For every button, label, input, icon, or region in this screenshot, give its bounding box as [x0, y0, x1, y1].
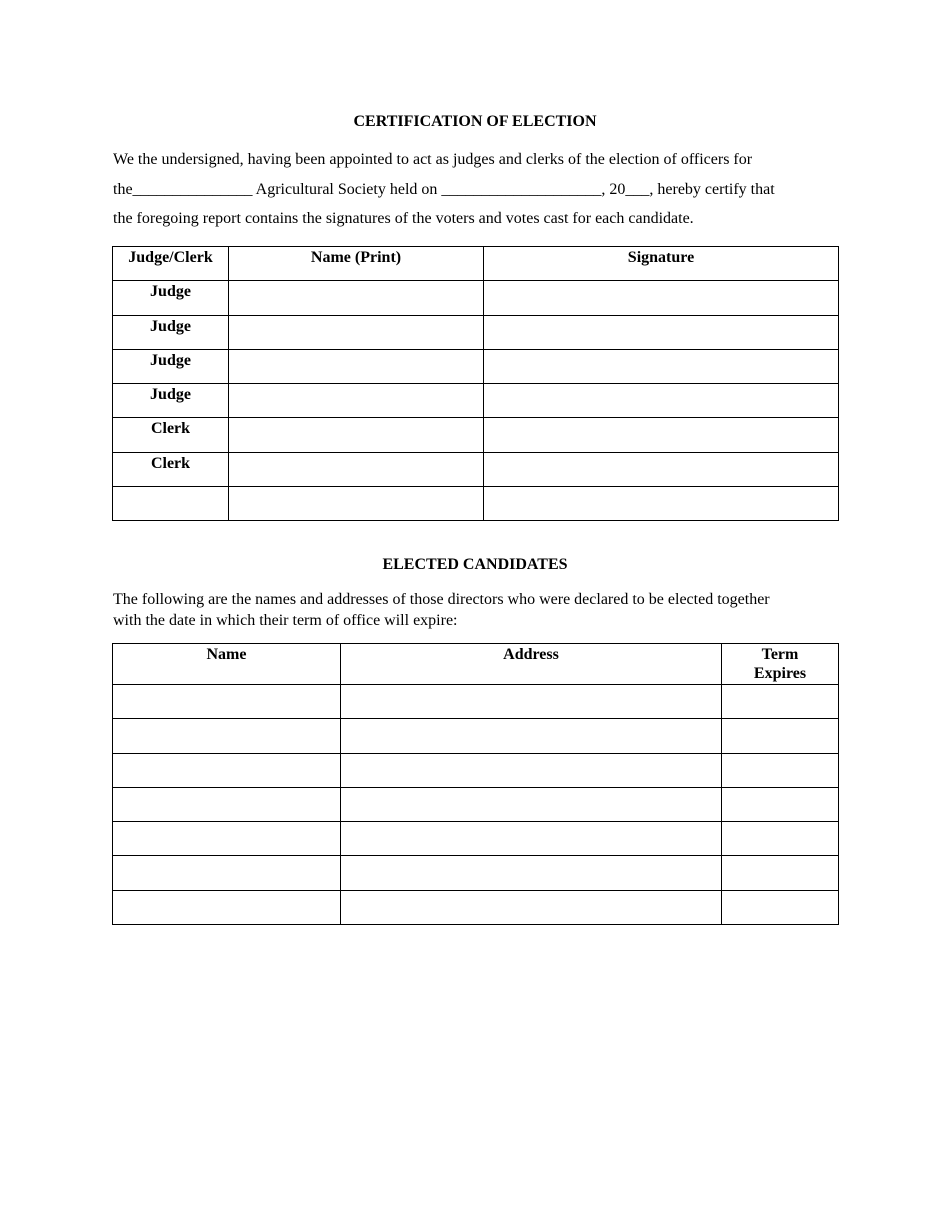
- candidate-name-field[interactable]: [113, 753, 341, 787]
- role-cell: [113, 487, 229, 521]
- signature-field[interactable]: [484, 349, 839, 383]
- term-expires-field[interactable]: [722, 890, 839, 924]
- signature-field[interactable]: [484, 487, 839, 521]
- signature-field[interactable]: [484, 452, 839, 486]
- role-cell: Judge: [113, 281, 229, 315]
- certification-paragraph: [113, 145, 843, 234]
- elected-paragraph-line: The following are the names and addresses of those directors who were declared to be elected together: [113, 591, 770, 608]
- table-header-row: [113, 247, 839, 281]
- column-header-name-print: Name (Print): [229, 247, 484, 281]
- table-row: [113, 822, 839, 856]
- candidate-address-field[interactable]: [341, 719, 722, 753]
- name-print-field[interactable]: [229, 487, 484, 521]
- term-expires-field[interactable]: [722, 822, 839, 856]
- column-header-term-expires: Term Expires: [722, 644, 839, 685]
- table-row: [113, 890, 839, 924]
- term-expires-field[interactable]: [722, 753, 839, 787]
- candidate-name-field[interactable]: [113, 787, 341, 821]
- column-header-signature: Signature: [484, 247, 839, 281]
- name-print-field[interactable]: [229, 384, 484, 418]
- elected-paragraph-line: with the date in which their term of office will expire:: [113, 612, 458, 629]
- term-expires-field[interactable]: [722, 787, 839, 821]
- candidate-name-field[interactable]: [113, 890, 341, 924]
- signature-field[interactable]: [484, 315, 839, 349]
- table-row: [113, 719, 839, 753]
- role-cell: Clerk: [113, 418, 229, 452]
- candidate-name-field[interactable]: [113, 719, 341, 753]
- candidate-name-field[interactable]: [113, 856, 341, 890]
- column-header-name: Name: [113, 644, 341, 685]
- role-cell: Clerk: [113, 452, 229, 486]
- certification-paragraph-line: the_______________ Agricultural Society held on ____________________, 20___, hereby certify that: [113, 180, 775, 198]
- table-row: [113, 349, 839, 383]
- table-row: [113, 856, 839, 890]
- candidate-name-field[interactable]: [113, 822, 341, 856]
- elected-candidates-paragraph: [113, 589, 843, 631]
- table-row: [113, 487, 839, 521]
- table-row: [113, 315, 839, 349]
- table-row: [113, 753, 839, 787]
- certification-title: CERTIFICATION OF ELECTION: [353, 113, 597, 130]
- table-row: [113, 384, 839, 418]
- candidate-address-field[interactable]: [341, 787, 722, 821]
- table-row: [113, 685, 839, 719]
- candidate-name-field[interactable]: [113, 685, 341, 719]
- certification-paragraph-line: We the undersigned, having been appointed to act as judges and clerks of the election of officers for: [113, 151, 753, 168]
- name-print-field[interactable]: [229, 315, 484, 349]
- term-expires-field[interactable]: [722, 685, 839, 719]
- term-expires-field[interactable]: [722, 719, 839, 753]
- term-expires-field[interactable]: [722, 856, 839, 890]
- candidate-address-field[interactable]: [341, 753, 722, 787]
- judges-clerks-table: [112, 246, 839, 521]
- certification-paragraph-line: the foregoing report contains the signatures of the voters and votes cast for each candidate.: [113, 210, 694, 227]
- candidate-address-field[interactable]: [341, 856, 722, 890]
- candidate-address-field[interactable]: [341, 890, 722, 924]
- role-cell: Judge: [113, 349, 229, 383]
- table-row: [113, 452, 839, 486]
- role-cell: Judge: [113, 384, 229, 418]
- signature-field[interactable]: [484, 281, 839, 315]
- name-print-field[interactable]: [229, 452, 484, 486]
- column-header-judge-clerk: Judge/Clerk: [113, 247, 229, 281]
- elected-candidates-title: ELECTED CANDIDATES: [382, 556, 568, 573]
- table-row: [113, 418, 839, 452]
- table-row: [113, 281, 839, 315]
- candidate-address-field[interactable]: [341, 822, 722, 856]
- elected-candidates-table: [112, 643, 839, 925]
- role-cell: Judge: [113, 315, 229, 349]
- candidate-address-field[interactable]: [341, 685, 722, 719]
- name-print-field[interactable]: [229, 418, 484, 452]
- table-row: [113, 787, 839, 821]
- name-print-field[interactable]: [229, 281, 484, 315]
- signature-field[interactable]: [484, 418, 839, 452]
- table-header-row: [113, 644, 839, 685]
- signature-field[interactable]: [484, 384, 839, 418]
- name-print-field[interactable]: [229, 349, 484, 383]
- column-header-address: Address: [341, 644, 722, 685]
